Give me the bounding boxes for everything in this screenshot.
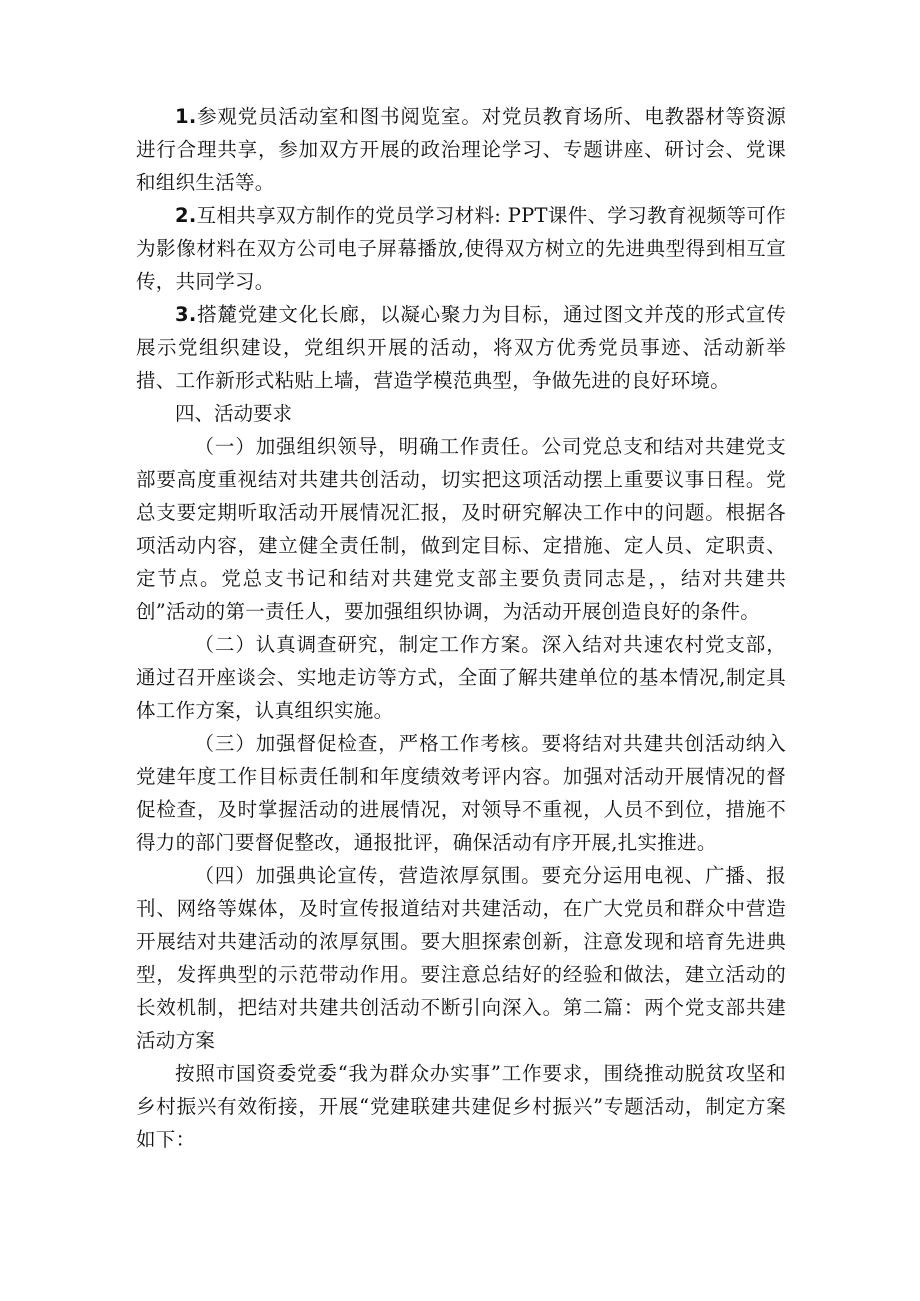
- paragraph-number: 2.: [175, 204, 197, 227]
- requirement-2: （二）认真调查研究，制定工作方案。深入结对共速农村党支部，通过召开座谈会、实地走访等方式，全面了解共建单位的基本情况,制定具体工作方案，认真组织实施。: [136, 633, 786, 722]
- closing-paragraph: 按照市国资委党委“我为群众办实事”工作要求，围绕推动脱贫攻坚和乡村振兴有效衔接，开展“党建联建共建促乡村振兴”专题活动，制定方案如下：: [136, 1062, 786, 1151]
- requirement-1: （一）加强组织领导，明确工作责任。公司党总支和结对共建党支部要高度重视结对共建共创活动，切实把这项活动摆上重要议事日程。党总支要定期听取活动开展情况汇报，及时研究解决工作中的问题。根据各项活动内容，建立健全责任制，做到定目标、定措施、定人员、定职责、定节点。党总支书记和结对共建党支部主要负责同志是，，结对共建共创”活动的第一责任人，要加强组织协调，为活动开展创造良好的条件。: [136, 435, 786, 623]
- paragraph-number: 1.: [175, 105, 197, 128]
- requirement-4: （四）加强典论宣传，营造浓厚氛围。要充分运用电视、广播、报刊、网络等媒体，及时宣传报道结对共建活动，在广大党员和群众中营造开展结对共建活动的浓厚氛围。要大胆探索创新，注意发现和培育先进典型，发挥典型的示范带动作用。要注意总结好的经验和做法，建立活动的长效机制，把结对共建共创活动不断引向深入。第二篇：两个党支部共建活动方案: [136, 864, 786, 1052]
- paragraph-text: 参观党员活动室和图书阅览室。对党员教育场所、电教器材等资源进行合理共享，参加双方开展的政治理论学习、专题讲座、研讨会、党课和组织生活等。: [136, 105, 786, 194]
- requirement-3: （三）加强督促检查，严格工作考核。要将结对共建共创活动纳入党建年度工作目标责任制和年度绩效考评内容。加强对活动开展情况的督促检查，及时掌握活动的进展情况，对领导不重视，人员不到位，措施不得力的部门要督促整改，通报批评，确保活动有序开展,扎实推进。: [136, 732, 786, 854]
- paragraph-1: [136, 100, 786, 199]
- section-heading: 四、活动要求: [175, 402, 293, 425]
- paragraph-text: 搭麓党建文化长廊，以凝心聚力为目标，通过图文并茂的形式宣传展示党组织建设，党组织开展的活动，将双方优秀党员事迹、活动新举措、工作新形式粘贴上墙，营造学模范典型，争做先进的良好环境。: [136, 303, 786, 392]
- paragraph-2: [136, 199, 786, 298]
- paragraph-3: [136, 298, 786, 397]
- document-page: [136, 100, 786, 1156]
- paragraph-text: 互相共享双方制作的党员学习材料: PPT课件、学习教育视频等可作为影像材料在双方公司电子屏幕播放,使得双方树立的先进典型得到相互宣传，共同学习。: [136, 204, 786, 293]
- paragraph-number: 3.: [175, 303, 197, 326]
